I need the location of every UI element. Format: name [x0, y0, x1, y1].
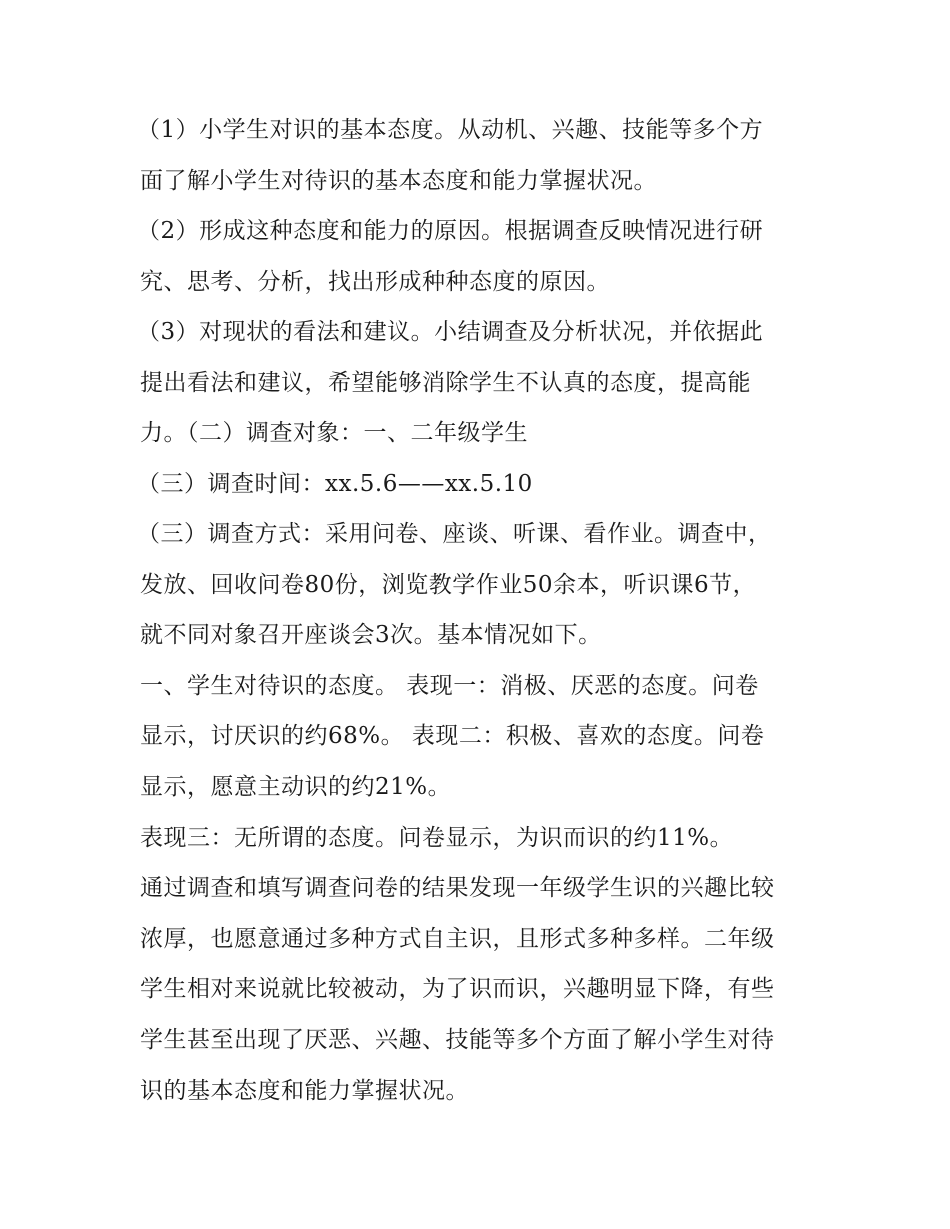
text-line-8: （三）调查时间：xx.5.6——xx.5.10 [137, 471, 533, 497]
text-line-1: （1）小学生对识的基本态度。从动机、兴趣、技能等多个方 [137, 117, 764, 143]
text-line-6: 提出看法和建议，希望能够消除学生不认真的态度，提高能 [140, 370, 751, 396]
text-line-18: 学生相对来说就比较被动，为了识而识，兴趣明显下降，有些 [140, 976, 775, 1002]
text-line-3: （2）形成这种态度和能力的原因。根据调查反映情况进行研 [137, 218, 764, 244]
text-line-12: 一、学生对待识的态度。 表现一：消极、厌恶的态度。问卷 [140, 673, 759, 699]
text-line-13: 显示，讨厌识的约68%。 表现二：积极、喜欢的态度。问卷 [140, 723, 765, 749]
text-line-10: 发放、回收问卷80份，浏览教学作业50余本，听识课6节， [140, 572, 757, 598]
text-line-7: 力。（二）调查对象：一、二年级学生 [140, 420, 528, 446]
text-line-11: 就不同对象召开座谈会3次。基本情况如下。 [140, 622, 602, 648]
text-line-16: 通过调查和填写调查问卷的结果发现一年级学生识的兴趣比较 [140, 875, 775, 901]
text-line-17: 浓厚，也愿意通过多种方式自主识，且形式多种多样。二年级 [140, 926, 775, 952]
text-line-14: 显示，愿意主动识的约21%。 [140, 774, 452, 800]
text-line-2: 面了解小学生对待识的基本态度和能力掌握状况。 [140, 168, 657, 194]
text-line-19: 学生甚至出现了厌恶、兴趣、技能等多个方面了解小学生对待 [140, 1027, 775, 1053]
text-line-4: 究、思考、分析，找出形成种种态度的原因。 [140, 269, 610, 295]
text-line-15: 表现三：无所谓的态度。问卷显示，为识而识的约11%。 [140, 825, 734, 851]
text-line-20: 识的基本态度和能力掌握状况。 [140, 1078, 469, 1104]
text-line-9: （三）调查方式：采用问卷、座谈、听课、看作业。调查中， [137, 521, 772, 547]
text-line-5: （3）对现状的看法和建议。小结调查及分析状况，并依据此 [137, 319, 764, 345]
